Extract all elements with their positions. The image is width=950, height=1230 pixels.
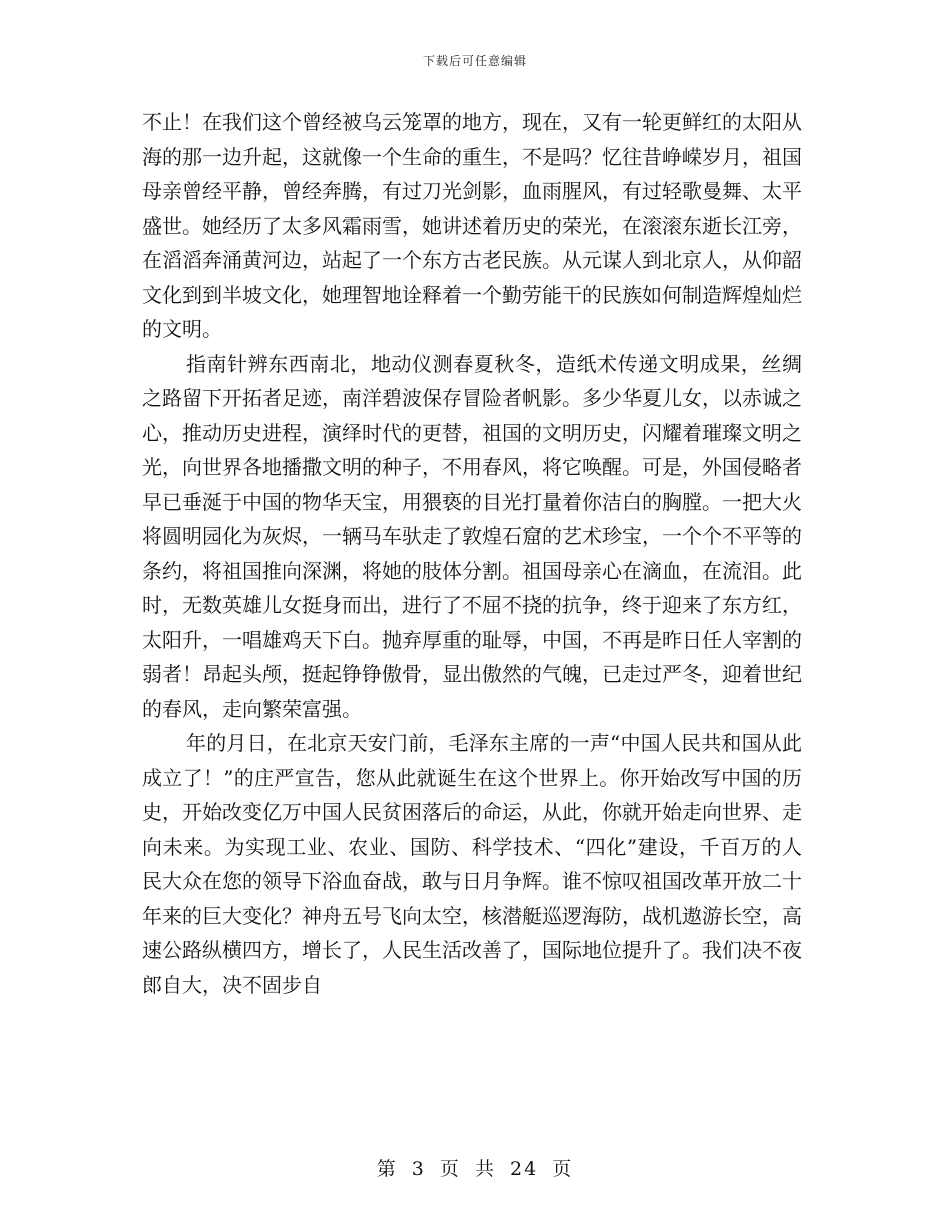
paragraph-3: 年的月日，在北京天安门前，毛泽东主席的一声“中国人民共和国从此成立了！”的庄严宣告，您从此就诞生在这个世界上。你开始改写中国的历史，开始改变亿万中国人民贫困落后的命运，从此，你就开始走向世界、走向未来。为实现工业、农业、国防、科学技术、“四化”建设，千百万的人民大众在您的领导下浴血奋战，敢与日月争辉。谁不惊叹祖国改革开放二十年来的巨大变化？神舟五号飞向太空，核潜艇巡逻海防，战机遨游长空，高速公路纵横四方，增长了，人民生活改善了，国际地位提升了。我们决不夜郎自大，决不固步自 [142, 731, 802, 997]
paragraph-1: 不止！在我们这个曾经被乌云笼罩的地方，现在，又有一轮更鲜红的太阳从海的那一边升起，这就像一个生命的重生，不是吗？忆往昔峥嵘岁月，祖国母亲曾经平静，曾经奔腾，有过刀光剑影，血雨腥风，有过轻歌曼舞、太平盛世。她经历了太多风霜雨雪，她讲述着历史的荣光，在滚滚东逝长江旁，在滔滔奔涌黄河边，站起了一个东方古老民族。从元谋人到北京人，从仰韶文化到到半坡文化，她理智地诠释着一个勤劳能干的民族如何制造辉煌灿烂的文明。 [142, 110, 802, 341]
page-footer: 第 3 页 共 24 页 [376, 1158, 574, 1180]
document-body [142, 105, 802, 1002]
page-header: 下载后可任意编辑 [422, 54, 527, 68]
paragraph-2: 指南针辨东西南北，地动仪测春夏秋冬，造纸术传递文明成果，丝绸之路留下开拓者足迹，南洋碧波保存冒险者帆影。多少华夏儿女，以赤诚之心，推动历史进程，演绎时代的更替，祖国的文明历史，闪耀着璀璨文明之光，向世界各地播撒文明的种子，不用春风，将它唤醒。可是，外国侵略者早已垂涎于中国的物华天宝，用猥亵的目光打量着你洁白的胸膛。一把大火将圆明园化为灰烬，一辆马车驮走了敦煌石窟的艺术珍宝，一个个不平等的条约，将祖国推向深渊，将她的肢体分割。祖国母亲心在滴血，在流泪。此时，无数英雄儿女挺身而出，进行了不屈不挠的抗争，终于迎来了东方红，太阳升，一唱雄鸡天下白。抛弃厚重的耻辱，中国，不再是昨日任人宰割的弱者！昂起头颅，挺起铮铮傲骨，显出傲然的气魄，已走过严冬，迎着世纪的春风，走向繁荣富强。 [142, 351, 802, 721]
